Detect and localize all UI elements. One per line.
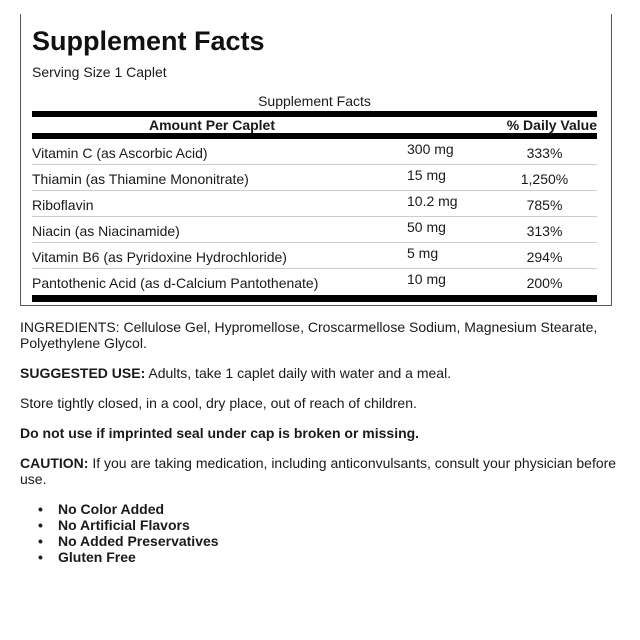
suggested-use [20, 365, 620, 381]
supplement-facts-panel [20, 14, 612, 306]
feature-item: • No Color Added [38, 501, 620, 517]
table-caption: Supplement Facts [258, 93, 371, 109]
nutrient-amount: 10.2 mg [407, 193, 458, 209]
nutrient-daily-value: 313% [526, 223, 563, 239]
table-header [32, 117, 597, 133]
nutrient-name: Vitamin C (as Ascorbic Acid) [32, 145, 208, 161]
nutrient-row [32, 165, 597, 191]
feature-item: • No Added Preservatives [38, 533, 620, 549]
feature-item: • No Artificial Flavors [38, 517, 620, 533]
nutrient-daily-value: 333% [526, 145, 563, 161]
panel-title: Supplement Facts [32, 26, 265, 56]
nutrient-name: Niacin (as Niacinamide) [32, 223, 180, 239]
nutrient-name: Riboflavin [32, 197, 94, 213]
nutrient-name: Pantothenic Acid (as d-Calcium Pantothenate) [32, 275, 319, 291]
suggested-use-text: Adults, take 1 caplet daily with water and a meal. [145, 365, 452, 381]
thick-divider [32, 295, 597, 302]
ingredients: INGREDIENTS: Cellulose Gel, Hypromellose, Croscarmellose Sodium, Magnesium Stearate, Polyethylene Glycol. [20, 319, 598, 351]
caution [20, 455, 620, 487]
nutrient-daily-value: 294% [526, 249, 563, 265]
nutrient-name: Thiamin (as Thiamine Mononitrate) [32, 171, 249, 187]
label-text [20, 319, 620, 565]
nutrient-name: Vitamin B6 (as Pyridoxine Hydrochloride) [32, 249, 287, 265]
nutrient-daily-value: 1,250% [520, 171, 569, 187]
caution-label: CAUTION: [20, 455, 89, 471]
nutrient-amount: 15 mg [407, 167, 446, 183]
header-daily-value: % Daily Value [506, 117, 597, 133]
seal-warning: Do not use if imprinted seal under cap is broken or missing. [20, 425, 420, 441]
nutrient-row [32, 269, 597, 295]
nutrient-row [32, 217, 597, 243]
nutrient-daily-value: 785% [526, 197, 563, 213]
header-amount: Amount Per Caplet [148, 117, 275, 133]
caution-text: If you are taking medication, including anticonvulsants, consult your physician before use. [20, 455, 617, 487]
nutrient-amount: 50 mg [407, 219, 446, 235]
facts-table [32, 93, 597, 302]
nutrient-row [32, 191, 597, 217]
feature-list [38, 501, 620, 565]
nutrient-daily-value: 200% [526, 275, 563, 291]
storage: Store tightly closed, in a cool, dry place, out of reach of children. [20, 395, 417, 411]
nutrient-amount: 5 mg [407, 245, 439, 261]
serving-size: Serving Size 1 Caplet [32, 64, 167, 80]
feature-item: • Gluten Free [38, 549, 620, 565]
nutrient-amount: 10 mg [407, 271, 446, 287]
nutrient-amount: 300 mg [407, 141, 454, 157]
suggested-use-label: SUGGESTED USE: [20, 365, 146, 381]
nutrient-row [32, 243, 597, 269]
nutrient-row [32, 139, 597, 165]
